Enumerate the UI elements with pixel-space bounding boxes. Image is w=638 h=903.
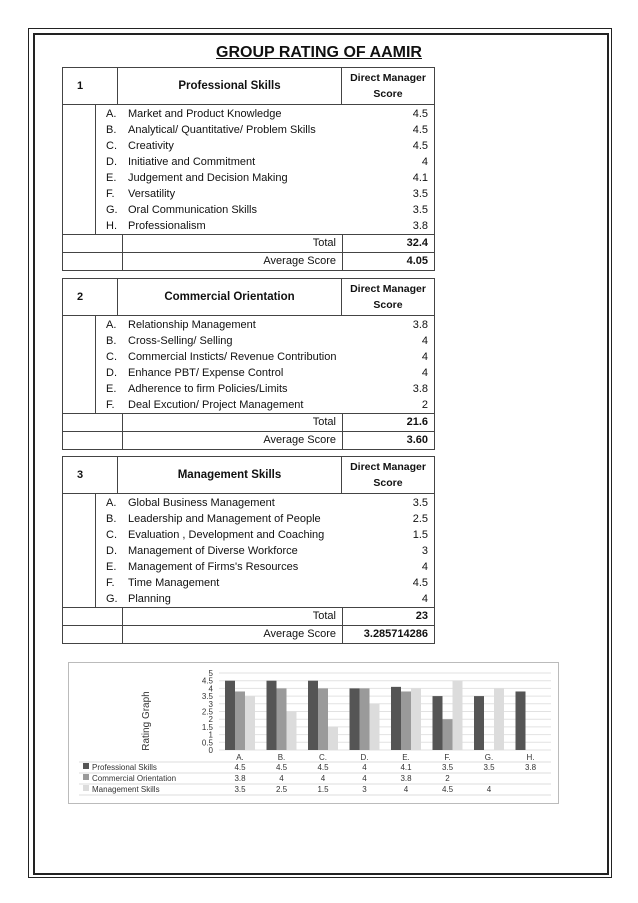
skill-letter: E. bbox=[106, 172, 117, 184]
data-label: 4.5 bbox=[441, 785, 454, 794]
skill-letter: B. bbox=[106, 124, 117, 136]
skill-row bbox=[96, 495, 434, 511]
skill-row bbox=[96, 138, 434, 154]
bar-management-skills bbox=[370, 704, 380, 750]
skill-letter: C. bbox=[106, 529, 117, 541]
bar-professional-skills bbox=[267, 681, 277, 750]
skill-score: 3.8 bbox=[412, 220, 428, 232]
skill-score: 2.5 bbox=[412, 513, 428, 525]
bar-management-skills bbox=[328, 727, 338, 750]
x-tick-label: F. bbox=[444, 753, 451, 762]
legend-swatch bbox=[83, 785, 89, 791]
bar-professional-skills bbox=[308, 681, 318, 750]
skill-letter: B. bbox=[106, 335, 117, 347]
skill-score: 4 bbox=[421, 351, 428, 363]
legend-label: Management Skills bbox=[92, 785, 160, 794]
skill-row bbox=[96, 154, 434, 170]
skill-row bbox=[96, 333, 434, 349]
section-title: Professional Skills bbox=[117, 68, 341, 104]
skill-row bbox=[96, 365, 434, 381]
skill-row bbox=[96, 575, 434, 591]
data-label: 3.5 bbox=[441, 763, 454, 772]
skill-score: 4 bbox=[421, 335, 428, 347]
skill-score: 4.5 bbox=[412, 108, 428, 120]
x-tick-label: G. bbox=[484, 753, 494, 762]
skill-letter: A. bbox=[106, 319, 117, 331]
section-header bbox=[63, 279, 434, 316]
bar-professional-skills bbox=[516, 691, 526, 750]
skill-letter: F. bbox=[106, 399, 115, 411]
data-label: 1.5 bbox=[317, 785, 329, 794]
data-label: 4 bbox=[486, 785, 492, 794]
x-tick-label: D. bbox=[360, 753, 369, 762]
data-label: 3.5 bbox=[483, 763, 495, 772]
total-value: 21.6 bbox=[342, 414, 434, 431]
skill-letter: C. bbox=[106, 140, 117, 152]
bar-management-skills bbox=[411, 688, 421, 750]
y-tick-label: 2.5 bbox=[201, 707, 213, 717]
skill-name: Management of Diverse Workforce bbox=[128, 545, 298, 557]
data-label: 4.5 bbox=[275, 763, 288, 772]
average-value: 3.285714286 bbox=[342, 626, 434, 643]
total-label: Total bbox=[312, 416, 336, 428]
skill-letter: F. bbox=[106, 188, 115, 200]
skill-name: Leadership and Management of People bbox=[128, 513, 321, 525]
total-row bbox=[63, 607, 434, 625]
skill-score: 1.5 bbox=[412, 529, 428, 541]
skill-name: Time Management bbox=[128, 577, 220, 589]
skill-row bbox=[96, 218, 434, 234]
page-title: GROUP RATING OF AAMIR bbox=[216, 44, 422, 61]
skill-name: Judgement and Decision Making bbox=[128, 172, 288, 184]
legend-label: Professional Skills bbox=[92, 763, 157, 772]
average-value: 4.05 bbox=[342, 253, 434, 270]
rating-chart-svg bbox=[69, 663, 558, 803]
section-header bbox=[63, 457, 434, 494]
skill-score: 2 bbox=[421, 399, 428, 411]
x-tick-label: A. bbox=[236, 753, 244, 762]
skill-name: Management of Firms's Resources bbox=[128, 561, 299, 573]
skill-score: 4 bbox=[421, 367, 428, 379]
rating-chart bbox=[68, 662, 559, 804]
skill-letter: E. bbox=[106, 561, 117, 573]
total-value: 23 bbox=[342, 608, 434, 625]
legend-swatch bbox=[83, 763, 89, 769]
section-number: 3 bbox=[77, 469, 84, 481]
average-row bbox=[63, 625, 434, 643]
skill-score: 4.1 bbox=[412, 172, 428, 184]
section-3 bbox=[62, 456, 435, 644]
score-header: Direct Manager Score bbox=[341, 68, 434, 104]
x-tick-label: H. bbox=[526, 753, 535, 762]
section-1 bbox=[62, 67, 435, 271]
average-row bbox=[63, 252, 434, 270]
y-tick-label: 1.5 bbox=[201, 722, 213, 732]
average-label: Average Score bbox=[263, 628, 336, 640]
bar-commercial-orientation bbox=[443, 719, 453, 750]
skill-name: Oral Communication Skills bbox=[128, 204, 257, 216]
y-tick-label: 3.5 bbox=[201, 692, 213, 702]
bar-management-skills bbox=[453, 681, 463, 750]
data-label: 3.8 bbox=[400, 774, 412, 783]
section-2 bbox=[62, 278, 435, 450]
average-label: Average Score bbox=[263, 434, 336, 446]
average-row bbox=[63, 431, 434, 449]
data-label: 3.5 bbox=[234, 785, 246, 794]
y-tick-label: 0.5 bbox=[201, 738, 213, 748]
legend-label: Commercial Orientation bbox=[92, 774, 177, 783]
skill-name: Initiative and Commitment bbox=[128, 156, 256, 168]
skill-score: 4.5 bbox=[412, 124, 428, 136]
skill-score: 3.5 bbox=[412, 497, 428, 509]
skill-score: 3 bbox=[421, 545, 428, 557]
y-tick-label: 2 bbox=[208, 715, 213, 725]
skill-row bbox=[96, 106, 434, 122]
skill-letter: D. bbox=[106, 545, 117, 557]
skill-row bbox=[96, 186, 434, 202]
legend-swatch bbox=[83, 774, 89, 780]
data-label: 4.5 bbox=[317, 763, 329, 772]
score-header: Direct Manager Score bbox=[341, 279, 434, 315]
skill-score: 4.5 bbox=[412, 577, 428, 589]
skill-name: Adherence to firm Policies/Limits bbox=[128, 383, 288, 395]
bar-management-skills bbox=[245, 696, 255, 750]
bar-commercial-orientation bbox=[360, 688, 370, 750]
data-label: 4.1 bbox=[400, 763, 412, 772]
y-axis-label: Rating Graph bbox=[141, 691, 152, 751]
data-label: 4 bbox=[362, 774, 367, 783]
skill-row bbox=[96, 381, 434, 397]
data-label: 3.8 bbox=[234, 774, 246, 783]
total-row bbox=[63, 413, 434, 431]
skill-name: Evaluation , Development and Coaching bbox=[128, 529, 325, 541]
skill-score: 4 bbox=[421, 156, 428, 168]
skill-name: Professionalism bbox=[128, 220, 206, 232]
skill-row bbox=[96, 527, 434, 543]
skill-letter: F. bbox=[106, 577, 115, 589]
total-row bbox=[63, 234, 434, 252]
skill-row bbox=[96, 349, 434, 365]
skill-row bbox=[96, 591, 434, 607]
skill-row bbox=[96, 202, 434, 218]
skill-score: 3.5 bbox=[412, 204, 428, 216]
data-label: 2.5 bbox=[275, 785, 288, 794]
skill-letter: G. bbox=[106, 204, 118, 216]
total-label: Total bbox=[312, 237, 336, 249]
skill-name: Versatility bbox=[128, 188, 176, 200]
data-label: 4 bbox=[320, 774, 326, 783]
skill-letter: E. bbox=[106, 383, 117, 395]
bar-professional-skills bbox=[474, 696, 484, 750]
skill-score: 4 bbox=[421, 561, 428, 573]
skill-letter: H. bbox=[106, 220, 117, 232]
skill-name: Creativity bbox=[128, 140, 174, 152]
data-label: 2 bbox=[445, 774, 450, 783]
skill-name: Commercial Insticts/ Revenue Contribution bbox=[128, 351, 337, 363]
score-header: Direct Manager Score bbox=[341, 457, 434, 493]
data-label: 4.5 bbox=[234, 763, 246, 772]
data-label: 4 bbox=[403, 785, 409, 794]
data-label: 4 bbox=[279, 774, 284, 783]
bar-commercial-orientation bbox=[235, 691, 245, 750]
skill-score: 3.5 bbox=[412, 188, 428, 200]
x-tick-label: C. bbox=[319, 753, 327, 762]
skill-name: Analytical/ Quantitative/ Problem Skills bbox=[128, 124, 316, 136]
section-title: Management Skills bbox=[117, 457, 341, 493]
skill-row bbox=[96, 122, 434, 138]
x-tick-label: B. bbox=[277, 753, 286, 762]
skill-score: 4 bbox=[421, 593, 428, 605]
section-title: Commercial Orientation bbox=[117, 279, 341, 315]
y-tick-label: 0 bbox=[208, 746, 213, 755]
data-label: 4 bbox=[362, 763, 367, 772]
skill-letter: A. bbox=[106, 497, 117, 509]
bar-commercial-orientation bbox=[401, 691, 411, 750]
skill-row bbox=[96, 511, 434, 527]
bar-professional-skills bbox=[433, 696, 443, 750]
section-header bbox=[63, 68, 434, 105]
average-value: 3.60 bbox=[342, 432, 434, 449]
skill-name: Enhance PBT/ Expense Control bbox=[128, 367, 284, 379]
bar-commercial-orientation bbox=[318, 688, 328, 750]
bar-management-skills bbox=[287, 712, 297, 751]
y-tick-label: 4.5 bbox=[201, 676, 213, 686]
skill-row bbox=[96, 170, 434, 186]
skill-name: Market and Product Knowledge bbox=[128, 108, 282, 120]
skill-letter: D. bbox=[106, 156, 117, 168]
y-tick-label: 1 bbox=[208, 730, 213, 740]
section-number: 1 bbox=[77, 80, 84, 92]
skill-name: Planning bbox=[128, 593, 171, 605]
skill-name: Cross-Selling/ Selling bbox=[128, 335, 233, 347]
bar-management-skills bbox=[494, 688, 504, 750]
bar-professional-skills bbox=[391, 687, 401, 750]
bar-commercial-orientation bbox=[277, 688, 287, 750]
skill-score: 3.8 bbox=[412, 319, 428, 331]
total-value: 32.4 bbox=[342, 235, 434, 252]
section-number: 2 bbox=[77, 291, 84, 303]
skill-row bbox=[96, 543, 434, 559]
y-tick-label: 4 bbox=[208, 684, 213, 694]
skill-letter: D. bbox=[106, 367, 117, 379]
skill-score: 4.5 bbox=[412, 140, 428, 152]
total-label: Total bbox=[312, 610, 336, 622]
skill-row bbox=[96, 397, 434, 413]
data-label: 3.8 bbox=[524, 763, 537, 772]
x-tick-label: E. bbox=[402, 753, 410, 762]
average-label: Average Score bbox=[263, 255, 336, 267]
skill-letter: G. bbox=[106, 593, 118, 605]
skill-row bbox=[96, 317, 434, 333]
skill-letter: B. bbox=[106, 513, 117, 525]
y-tick-label: 3 bbox=[208, 699, 213, 709]
y-tick-label: 5 bbox=[208, 669, 213, 678]
bar-professional-skills bbox=[350, 688, 360, 750]
skill-row bbox=[96, 559, 434, 575]
bar-professional-skills bbox=[225, 681, 235, 750]
skill-name: Relationship Management bbox=[128, 319, 256, 331]
skill-name: Deal Excution/ Project Management bbox=[128, 399, 304, 411]
data-label: 3 bbox=[362, 785, 367, 794]
skill-score: 3.8 bbox=[412, 383, 428, 395]
skill-letter: C. bbox=[106, 351, 117, 363]
skill-letter: A. bbox=[106, 108, 117, 120]
skill-name: Global Business Management bbox=[128, 497, 275, 509]
